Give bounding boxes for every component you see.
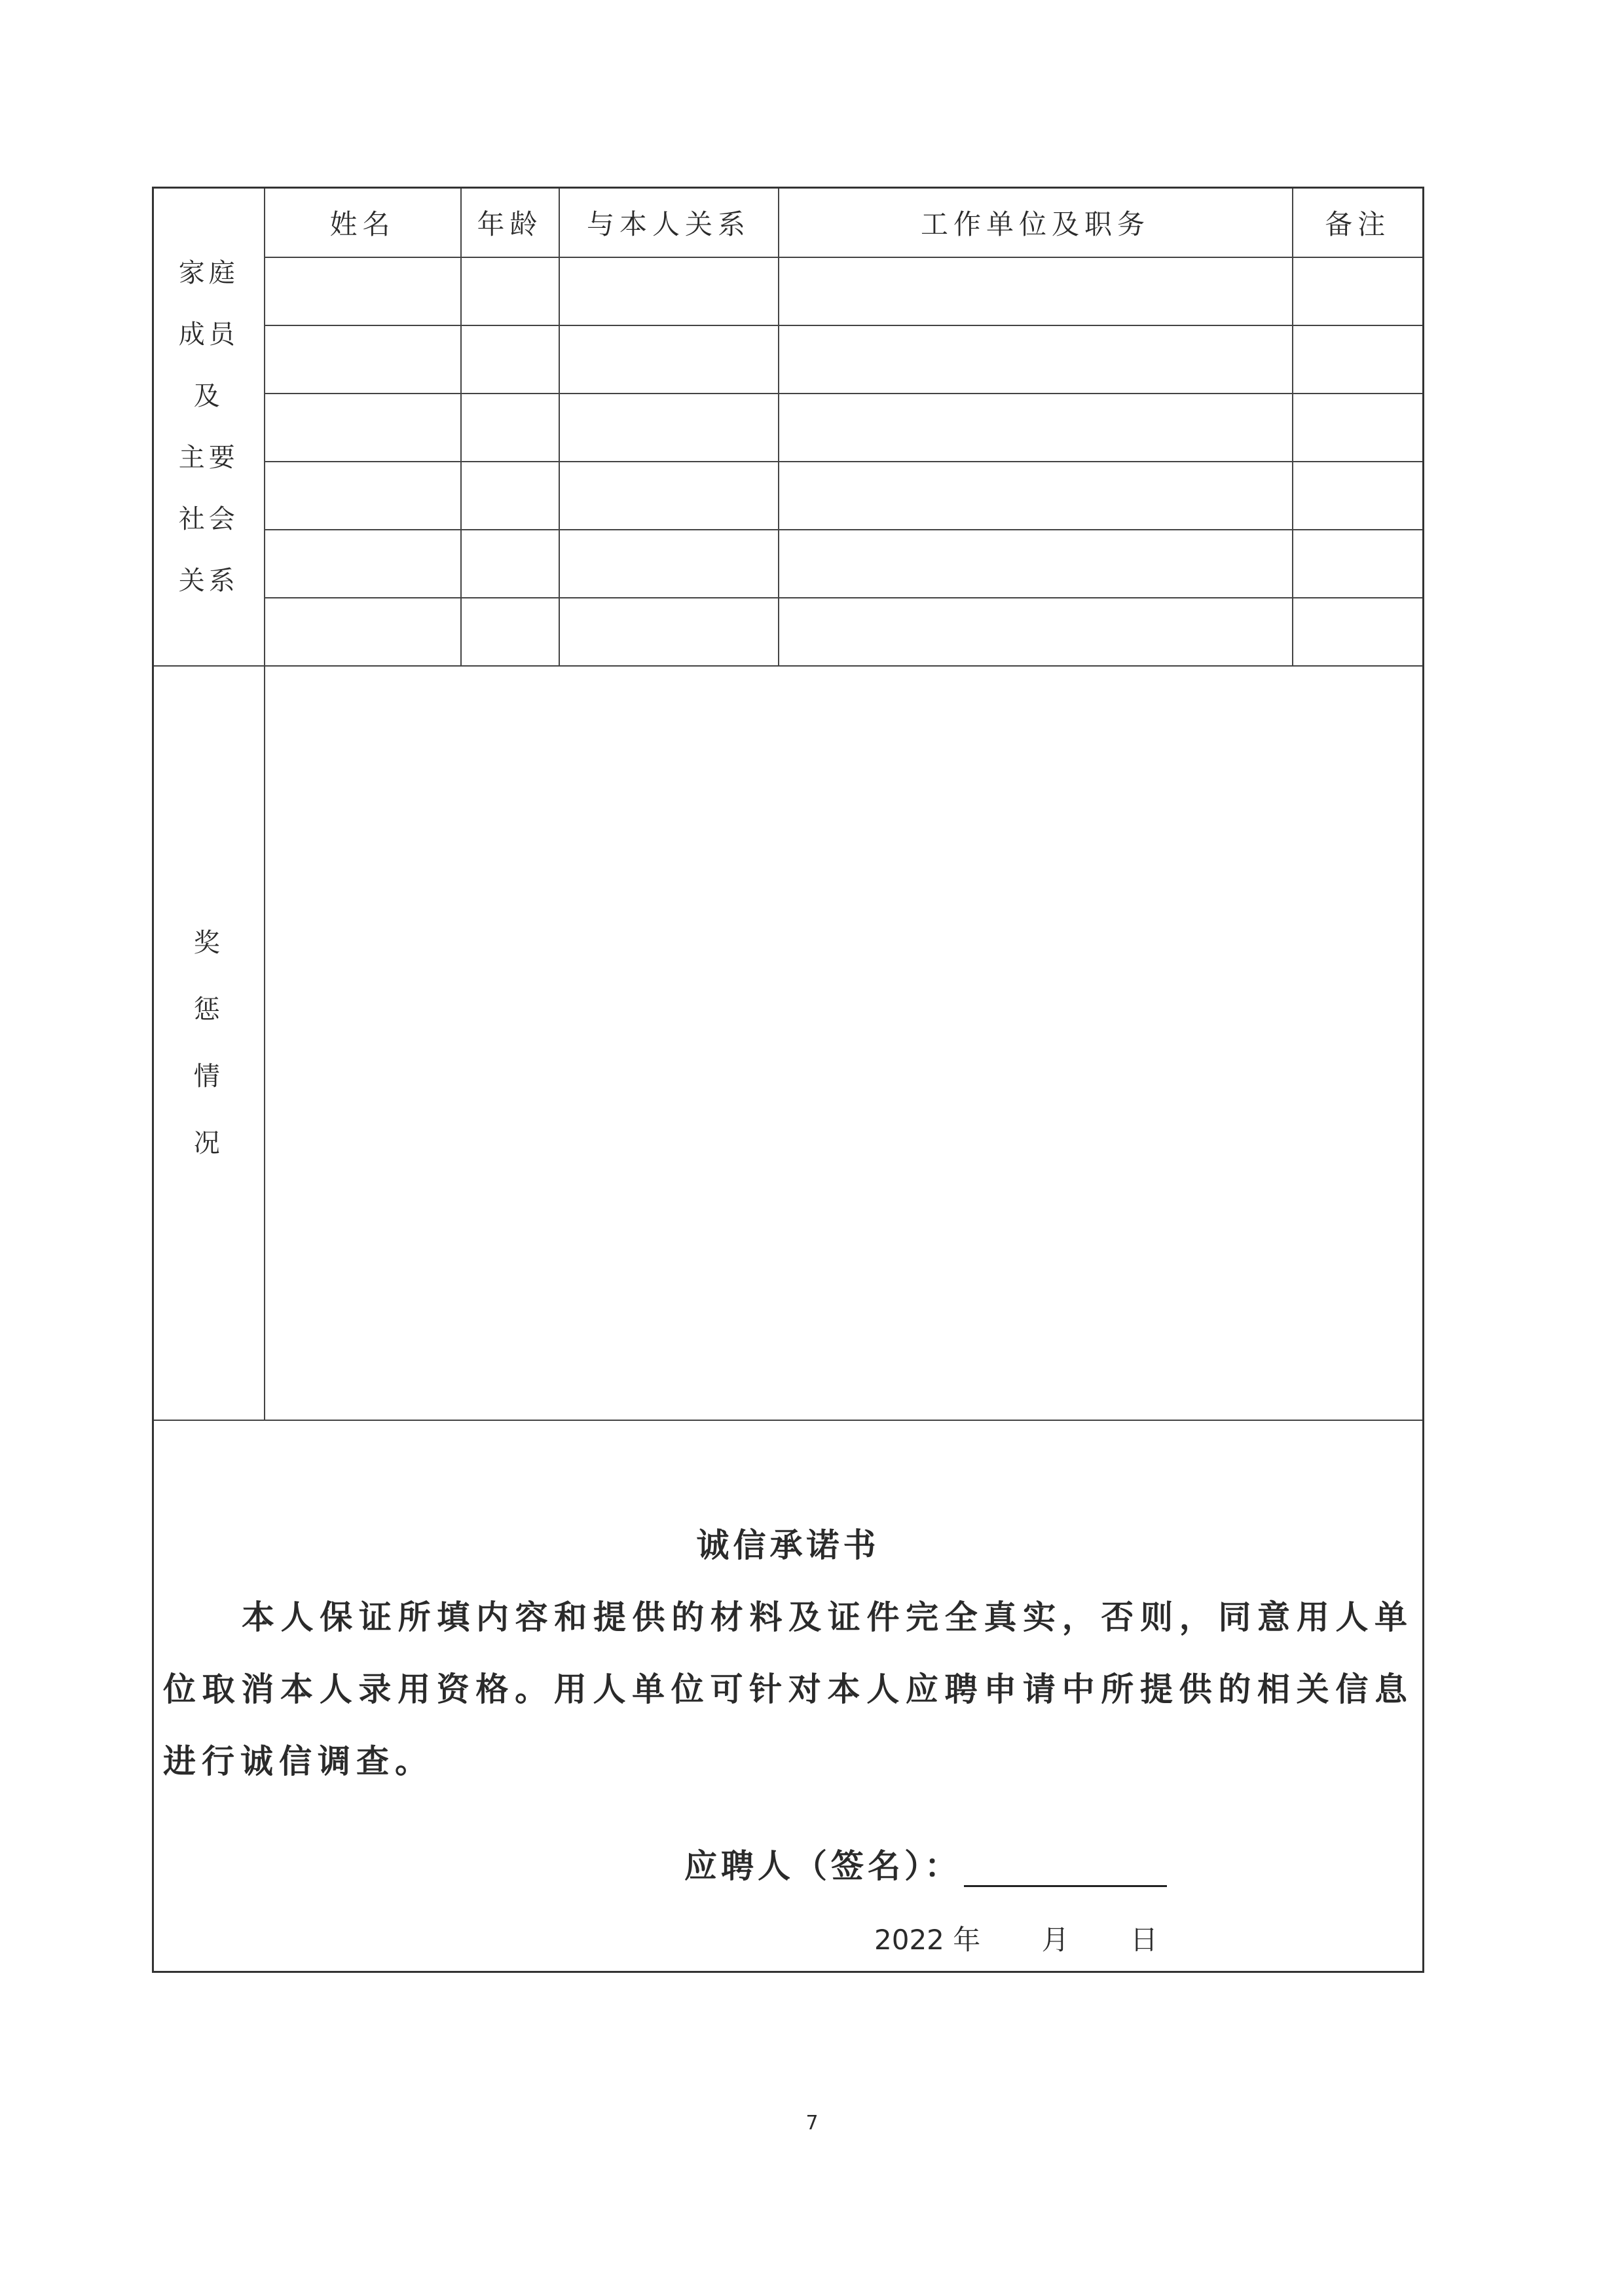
family-label-line: 及 [193,381,224,411]
relationship-cell[interactable] [559,257,779,325]
age-cell[interactable] [461,325,559,394]
award-row [153,666,1424,1420]
remarks-cell[interactable] [1293,598,1424,666]
award-section-label [153,666,265,1420]
age-cell[interactable] [461,462,559,530]
remarks-cell[interactable] [1293,325,1424,394]
signature-label: 应聘人（签名）： [684,1846,961,1885]
pledge-cell [153,1420,1424,1972]
relationship-cell[interactable] [559,325,779,394]
family-member-row [153,257,1424,325]
award-label-char: 惩 [193,995,224,1025]
column-header-remarks: 备注 [1293,188,1424,258]
remarks-cell[interactable] [1293,257,1424,325]
name-cell[interactable] [265,257,461,325]
family-header-row [153,188,1424,258]
employer-cell[interactable] [779,598,1293,666]
relationship-cell[interactable] [559,394,779,462]
date-year: 2022 [874,1924,944,1956]
employer-cell[interactable] [779,394,1293,462]
signature-area [684,1840,1167,1887]
family-label-line: 社会 [178,504,239,534]
pledge-row [153,1420,1424,1972]
pledge-title: 诚信承诺书 [696,1526,880,1564]
column-header-employer-position: 工作单位及职务 [779,188,1293,258]
name-cell[interactable] [265,394,461,462]
page-number: 7 [805,2112,819,2135]
remarks-cell[interactable] [1293,530,1424,598]
family-section-label [153,188,265,667]
column-header-relationship: 与本人关系 [559,188,779,258]
date-month-unit: 月 [1041,1924,1069,1956]
column-header-name: 姓名 [265,188,461,258]
family-member-row [153,462,1424,530]
family-label-line: 家庭 [178,258,239,288]
family-label-line: 主要 [178,443,239,473]
name-cell[interactable] [265,530,461,598]
age-cell[interactable] [461,530,559,598]
pledge-body: 本人保证所填内容和提供的材料及证件完全真实，否则，同意用人单位取消本人录用资格。用人单位可针对本人应聘申请中所提供的相关信息进行诚信调查。 [163,1598,1413,1780]
name-cell[interactable] [265,462,461,530]
employer-cell[interactable] [779,462,1293,530]
age-cell[interactable] [461,257,559,325]
family-label-line: 关系 [178,566,239,596]
award-label-char: 况 [193,1128,224,1158]
date-day-unit: 日 [1130,1924,1158,1956]
relationship-cell[interactable] [559,598,779,666]
column-header-age: 年龄 [461,188,559,258]
age-cell[interactable] [461,598,559,666]
employer-cell[interactable] [779,325,1293,394]
signature-line[interactable] [964,1848,1167,1887]
remarks-cell[interactable] [1293,394,1424,462]
family-label-line: 成员 [178,320,239,350]
remarks-cell[interactable] [1293,462,1424,530]
name-cell[interactable] [265,598,461,666]
award-label-char: 奖 [193,928,224,958]
date-year-unit: 年 [953,1924,981,1956]
name-cell[interactable] [265,325,461,394]
family-member-row [153,394,1424,462]
family-member-row [153,598,1424,666]
family-member-row [153,530,1424,598]
employer-cell[interactable] [779,257,1293,325]
application-form-table [152,187,1424,1973]
employer-cell[interactable] [779,530,1293,598]
relationship-cell[interactable] [559,530,779,598]
family-member-row [153,325,1424,394]
award-content-cell[interactable] [265,666,1424,1420]
date-line [874,1919,1158,1958]
age-cell[interactable] [461,394,559,462]
award-label-char: 情 [193,1061,224,1092]
relationship-cell[interactable] [559,462,779,530]
